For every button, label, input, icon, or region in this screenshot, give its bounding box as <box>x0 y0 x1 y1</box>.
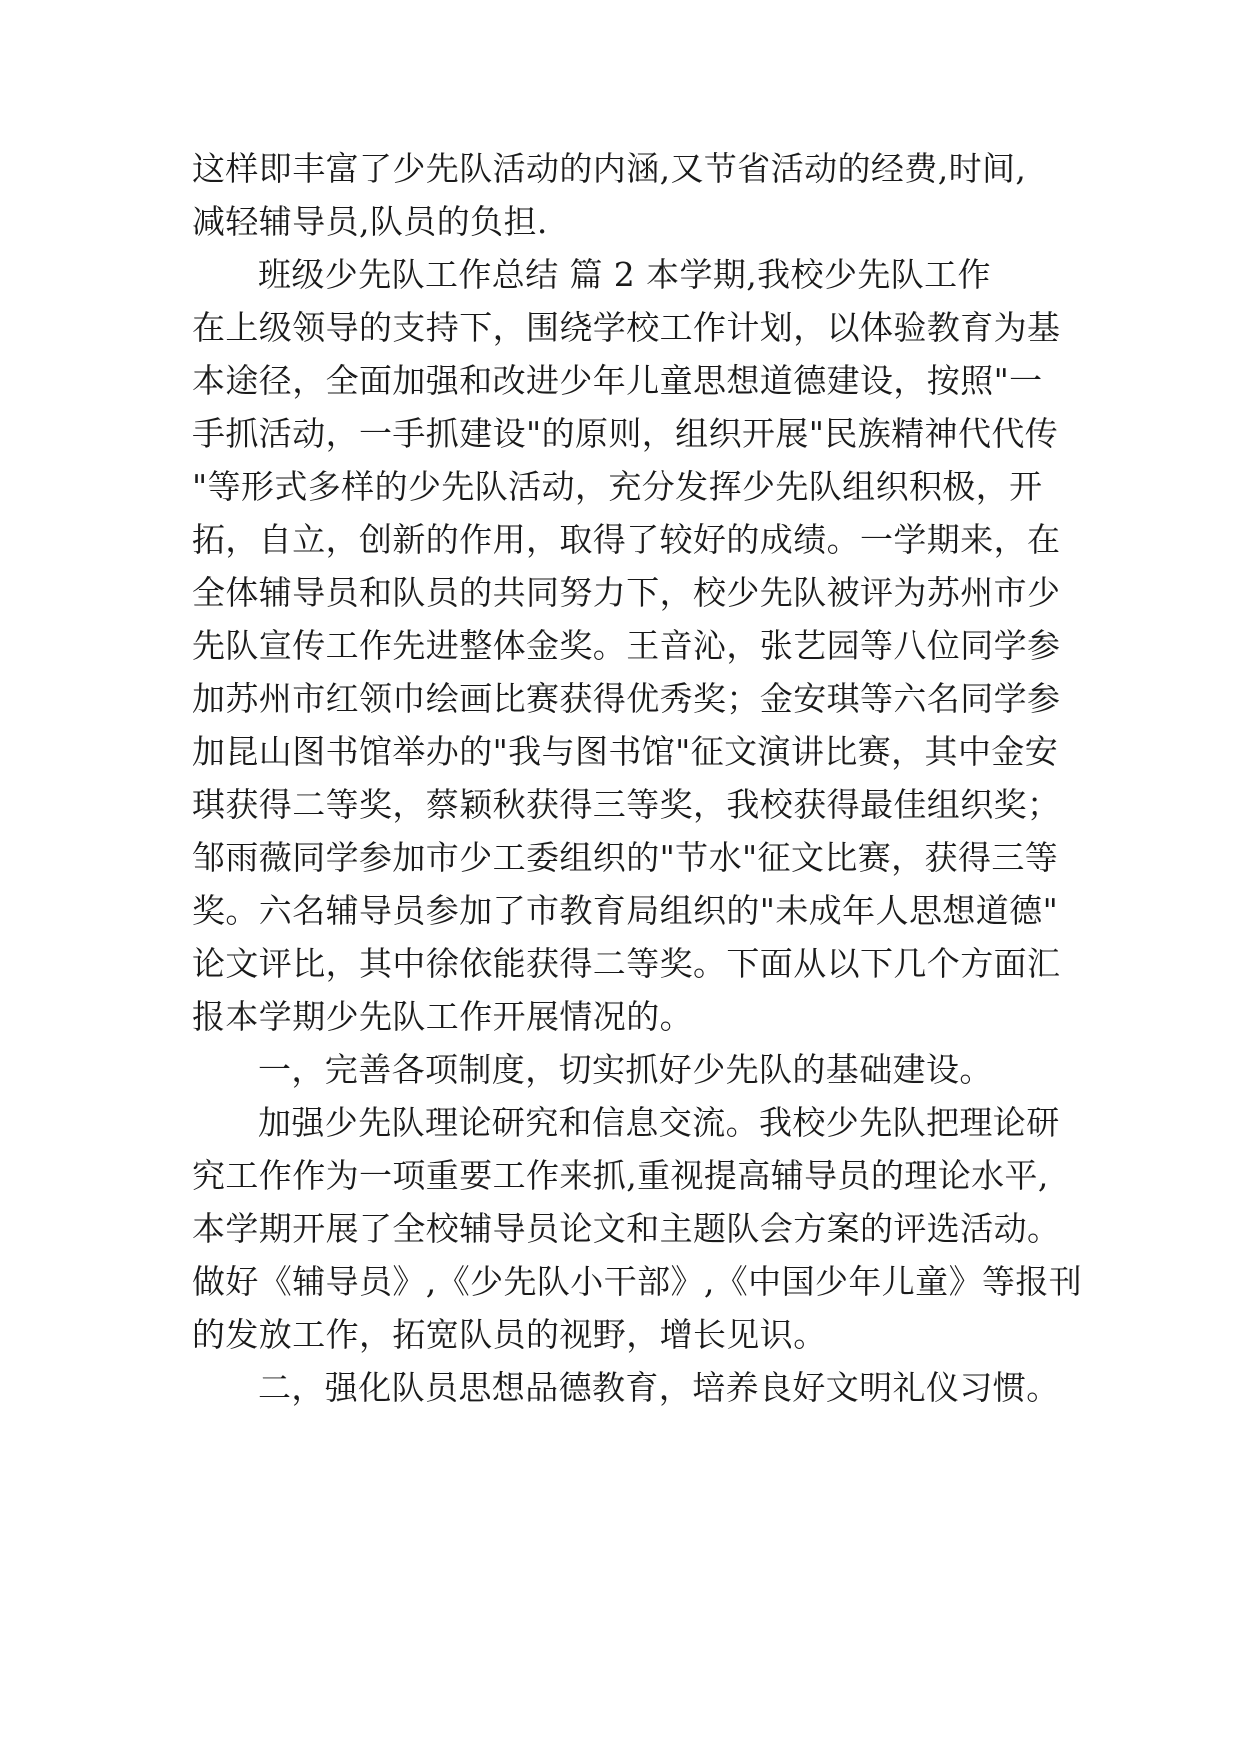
paragraph-line: 加苏州市红领巾绘画比赛获得优秀奖；金安琪等六名同学参 <box>192 679 1061 718</box>
paragraph-line: 加昆山图书馆举办的"我与图书馆"征文演讲比赛，其中金安 <box>192 732 1059 771</box>
paragraph-line: 究工作作为一项重要工作来抓,重视提高辅导员的理论水平, <box>192 1156 1049 1195</box>
paragraph-line: 论文评比，其中徐依能获得二等奖。下面从以下几个方面汇 <box>192 944 1061 983</box>
paragraph-line: 先队宣传工作先进整体金奖。王音沁，张艺园等八位同学参 <box>192 626 1061 665</box>
paragraph-line: 手抓活动，一手抓建设"的原则，组织开展"民族精神代代传 <box>192 414 1059 453</box>
paragraph-line: 本学期开展了全校辅导员论文和主题队会方案的评选活动。 <box>192 1209 1061 1248</box>
paragraph-line: 报本学期少先队工作开展情况的。 <box>192 997 693 1036</box>
paragraph-line: 拓，自立，创新的作用，取得了较好的成绩。一学期来，在 <box>192 520 1061 559</box>
paragraph-line: "等形式多样的少先队活动，充分发挥少先队组织积极，开 <box>192 467 1043 506</box>
paragraph-line: 加强少先队理论研究和信息交流。我校少先队把理论研 <box>258 1103 1060 1142</box>
paragraph-line: 的发放工作，拓宽队员的视野，增长见识。 <box>192 1315 827 1354</box>
section-heading-line: 二，强化队员思想品德教育，培养良好文明礼仪习惯。 <box>258 1368 1060 1407</box>
paragraph-line: 全体辅导员和队员的共同努力下，校少先队被评为苏州市少 <box>192 573 1061 612</box>
paragraph-line: 这样即丰富了少先队活动的内涵,又节省活动的经费,时间, <box>192 149 1027 188</box>
paragraph-line: 本途径，全面加强和改进少年儿童思想道德建设，按照"一 <box>192 361 1043 400</box>
paragraph-line: 在上级领导的支持下，围绕学校工作计划，以体验教育为基 <box>192 308 1061 347</box>
section-heading-line: 一，完善各项制度，切实抓好少先队的基础建设。 <box>258 1050 993 1089</box>
paragraph-line: 邹雨薇同学参加市少工委组织的"节水"征文比赛，获得三等 <box>192 838 1059 877</box>
paragraph-line: 琪获得二等奖，蔡颖秋获得三等奖，我校获得最佳组织奖； <box>192 785 1061 824</box>
paragraph-line: 做好《辅导员》,《少先队小干部》,《中国少年儿童》等报刊 <box>192 1262 1083 1301</box>
paragraph-line: 减轻辅导员,队员的负担. <box>192 202 548 241</box>
paragraph-line: 奖。六名辅导员参加了市教育局组织的"未成年人思想道德" <box>192 891 1059 930</box>
section-heading-line: 班级少先队工作总结 篇 2 本学期,我校少先队工作 <box>258 255 991 294</box>
